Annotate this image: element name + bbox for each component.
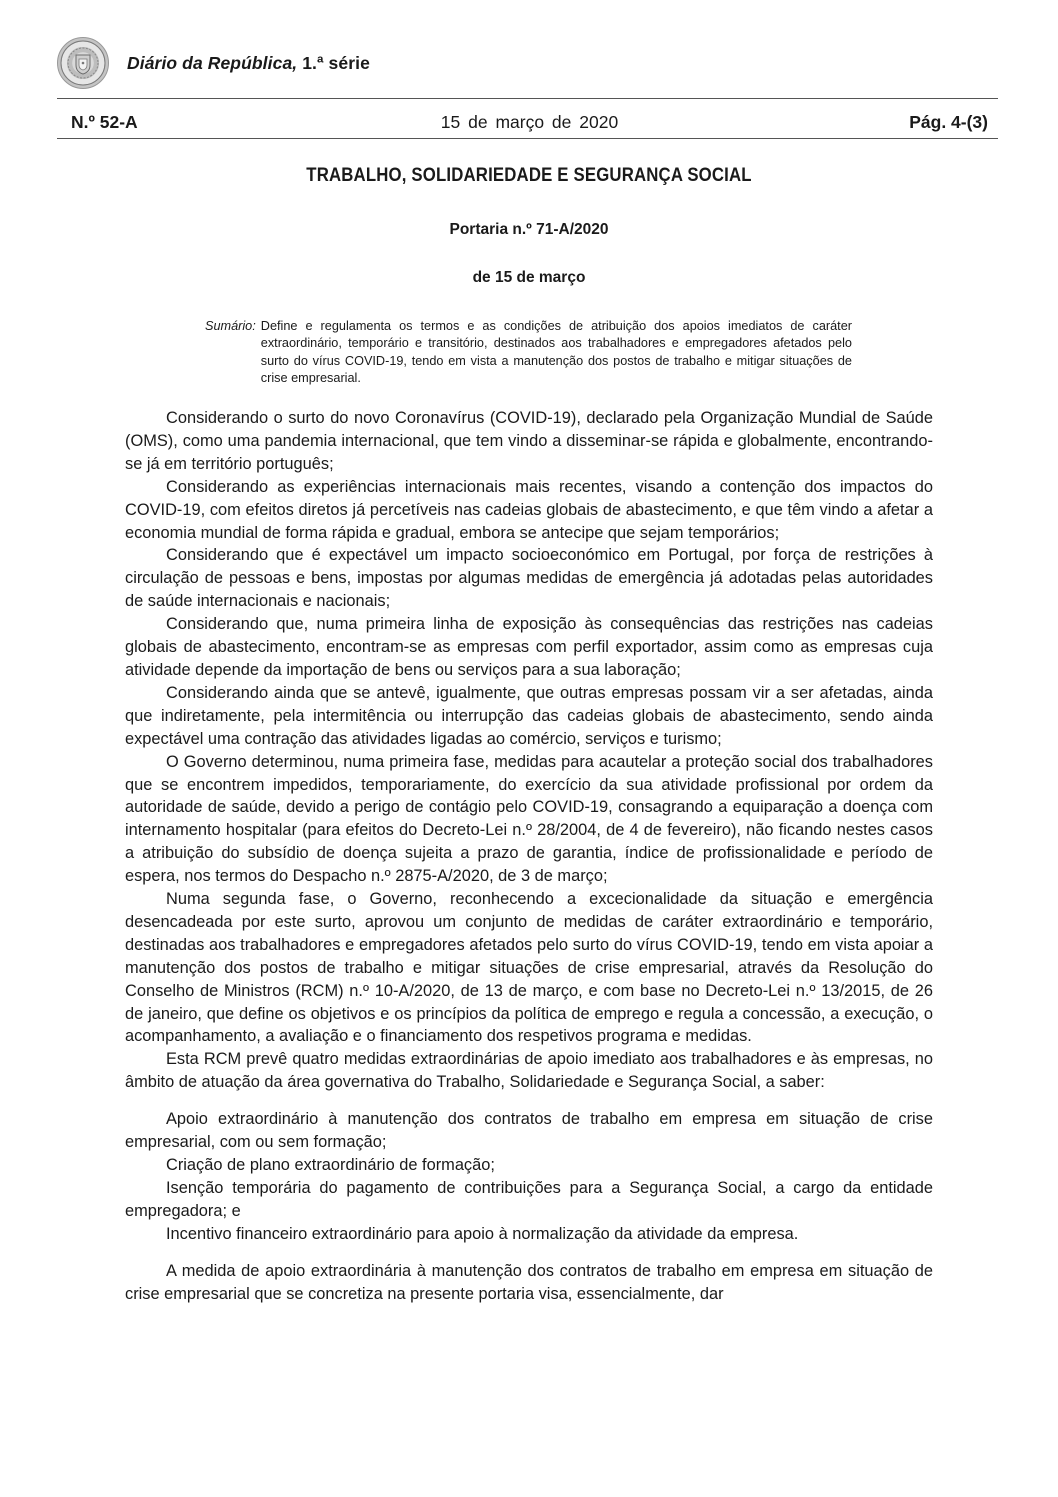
publication-series: 1.ª série: [302, 52, 370, 73]
paragraph: Considerando as experiências internacionais mais recentes, visando a contenção dos impactos do COVID-19, com efeitos diretos já percetíveis nas cadeias globais de abastecimento, e que têm vindo a afetar a economia mundial de forma rápida e gradual, embora se antecipe que sejam temporários;: [125, 477, 933, 542]
issue-number: N.º 52-A: [71, 112, 138, 132]
summary-label: Sumário:: [205, 319, 256, 333]
summary: [205, 318, 852, 388]
publication-name: Diário da República,: [127, 52, 298, 73]
publication-title: [127, 53, 370, 74]
closing-paragraph: A medida de apoio extraordinária à manutenção dos contratos de trabalho em empresa em situação de crise empresarial que se concretiza na presente portaria visa, essencialmente, dar: [125, 1261, 933, 1303]
masthead: [57, 36, 370, 90]
paragraph: O Governo determinou, numa primeira fase, medidas para acautelar a proteção social dos trabalhadores que se encontrem impedidos, temporariamente, do exercício da sua atividade profissional por ordem da autoridade de saúde, devido a perigo de contágio pelo COVID-19, consagrando a equiparação a doença com internamento hospitalar (para efeitos do Decreto-Lei n.º 28/2004, de 4 de fevereiro), não ficando nestes casos a atribuição do subsídio de doença sujeita a prazo de garantia, índice de profissionalidade e período de espera, nos termos do Despacho n.º 2875-A/2020, de 3 de março;: [125, 752, 933, 886]
document-body: [125, 407, 933, 1305]
issue-divider: [57, 138, 998, 139]
paragraph: Considerando que é expectável um impacto socioeconómico em Portugal, por força de restrições à circulação de pessoas e bens, impostas por algumas medidas de emergência já adotadas pelas autoridades de saúde internacionais e nacionais;: [125, 546, 933, 611]
portaria-date: de 15 de março: [472, 269, 586, 286]
measure-item: Apoio extraordinário à manutenção dos contratos de trabalho em empresa em situação de crise empresarial, com ou sem formação;: [125, 1110, 933, 1152]
issue-date: 15 de março de 2020: [440, 112, 619, 132]
ministry-heading: TRABALHO, SOLIDARIEDADE E SEGURANÇA SOCIAL: [306, 164, 752, 186]
measure-item: Incentivo financeiro extraordinário para apoio à normalização da atividade da empresa.: [166, 1224, 799, 1243]
portaria-title: Portaria n.º 71-A/2020: [449, 221, 609, 238]
measure-item: Criação de plano extraordinário de formação;: [166, 1156, 495, 1174]
measure-item: Isenção temporária do pagamento de contribuições para a Segurança Social, a cargo da entidade empregadora; e: [125, 1178, 933, 1220]
paragraph: Considerando que, numa primeira linha de exposição às consequências das restrições nas cadeias globais de abastecimento, encontram-se as empresas com perfil exportador, assim como as empresas cuja atividade depende da importação de bens ou serviços para a sua laboração;: [125, 615, 933, 679]
issue-row: [71, 112, 988, 136]
paragraph: Considerando o surto do novo Coronavírus (COVID-19), declarado pela Organização Mundial de Saúde (OMS), como uma pandemia internacional, que tem vindo a disseminar-se rápida e globalmente, encontrando-se já em território português;: [125, 409, 933, 473]
page-number: Pág. 4-(3): [909, 112, 988, 132]
paragraph: Numa segunda fase, o Governo, reconhecendo a excecionalidade da situação e emergência desencadeada por este surto, aprovou um conjunto de medidas de caráter extraordinário e temporário, destinadas aos trabalhadores e empregadores afetados pelo surto do vírus COVID-19, tendo em vista apoiar a manutenção dos postos de trabalho e mitigar situações de crise empresarial, através da Resolução do Conselho de Ministros (RCM) n.º 10-A/2020, de 13 de março, e com base no Decreto-Lei n.º 13/2015, de 26 de janeiro, que define os objetivos e os princípios da política de emprego e regula a concessão, a execução, o acompanhamento, a avaliação e o financiamento dos respetivos programa e medidas.: [125, 890, 933, 1046]
coat-of-arms-seal-icon: [57, 37, 109, 89]
paragraph: Esta RCM prevê quatro medidas extraordinárias de apoio imediato aos trabalhadores e às empresas, no âmbito de atuação da área governativa do Trabalho, Solidariedade e Segurança Social, a saber:: [125, 1050, 933, 1092]
header-divider: [57, 98, 998, 99]
summary-text: Define e regulamenta os termos e as condições de atribuição dos apoios imediatos de caráter extraordinário, temporário e transitório, destinados aos trabalhadores e empregadores afetados pelo surto do vírus COVID-19, tendo em vista a manutenção dos postos de trabalho e mitigar situações de crise empresarial.: [260, 319, 852, 386]
paragraph: Considerando ainda que se antevê, igualmente, que outras empresas possam vir a ser afetadas, ainda que indiretamente, pela intermitência ou interrupção das cadeias globais de abastecimento, sendo ainda expectável uma contração das atividades ligadas ao comércio, serviços e turismo;: [125, 683, 933, 748]
